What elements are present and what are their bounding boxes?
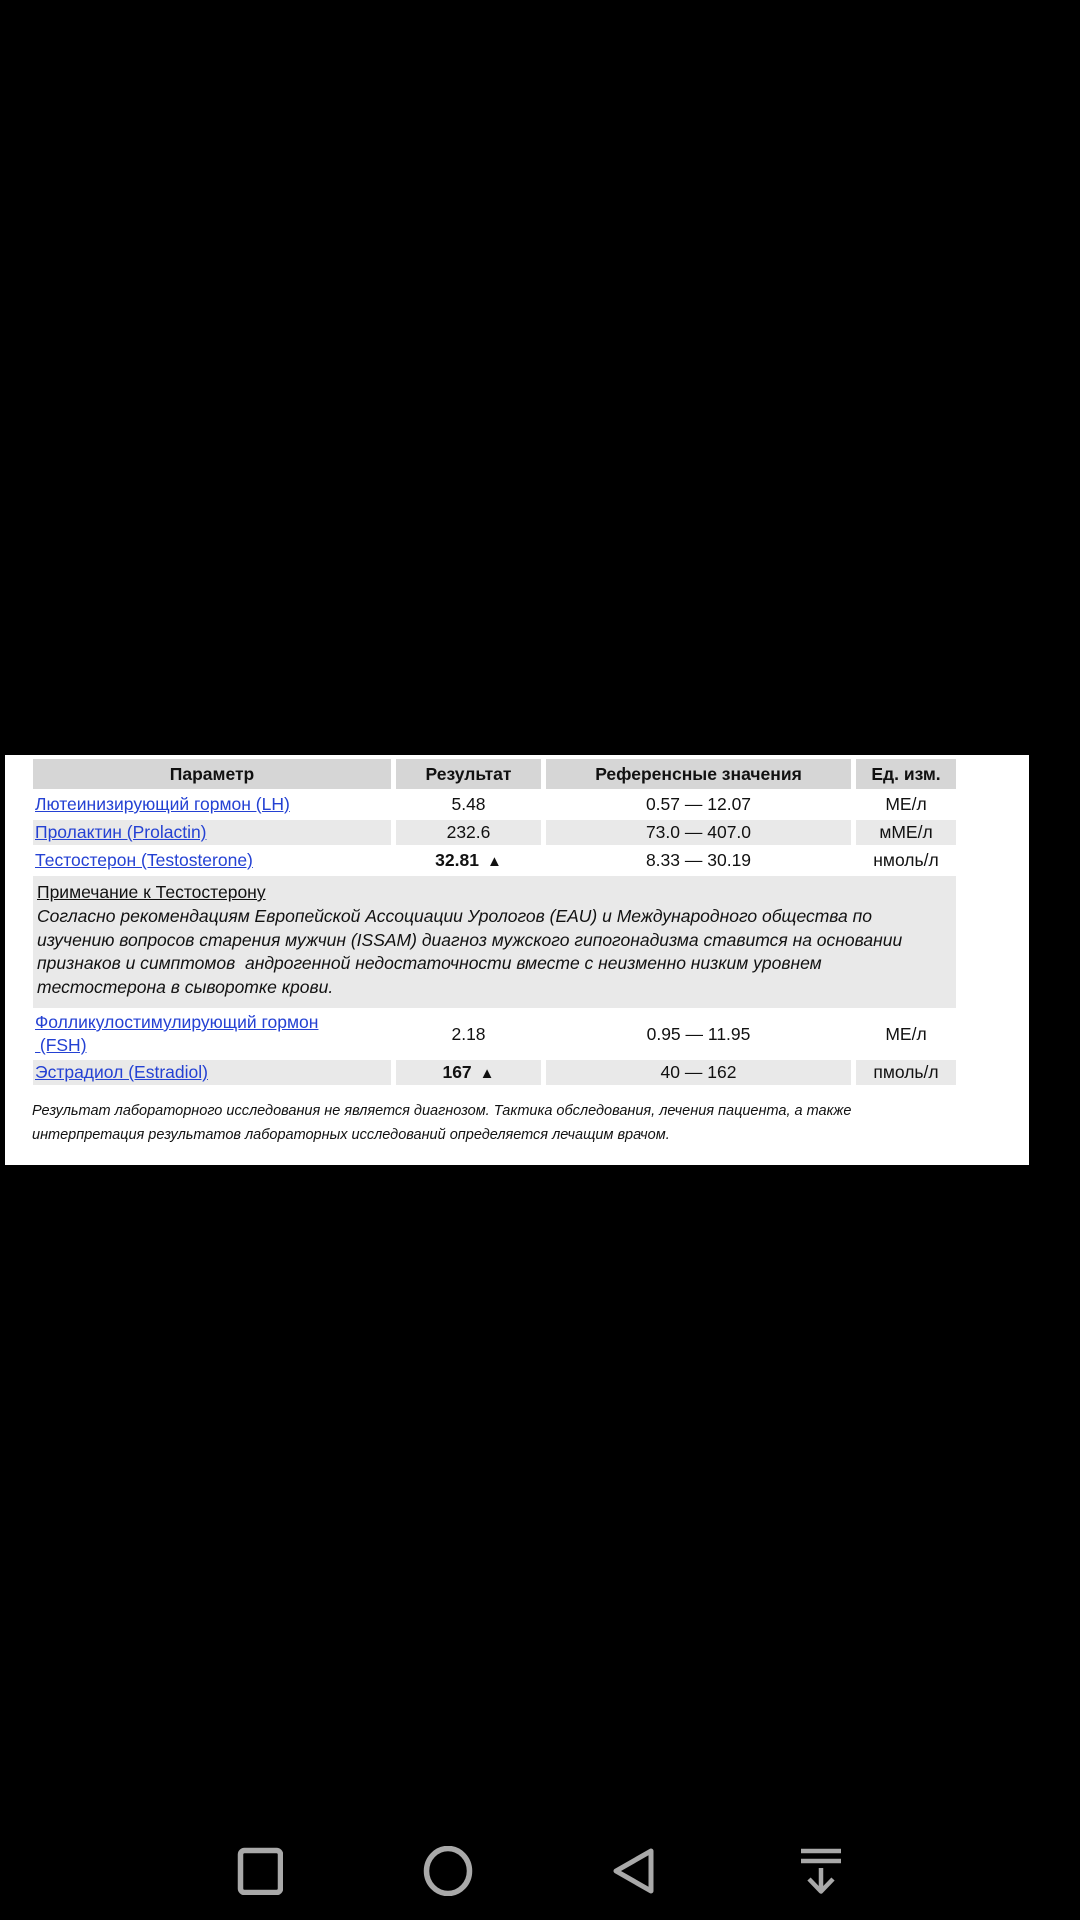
- disclaimer-line: интерпретация результатов лабораторных исследований определяется лечащим врачом.: [32, 1127, 670, 1143]
- column-header-reference-range: Референсные значения: [546, 759, 851, 789]
- unit-value: МЕ/л: [856, 792, 956, 817]
- table-row-estradiol: [33, 1060, 956, 1085]
- parameter-link-estradiol[interactable]: Эстрадиол (Estradiol): [35, 1062, 208, 1082]
- unit-value: пмоль/л: [856, 1060, 956, 1085]
- result-value: 2.18: [396, 1011, 541, 1057]
- column-header-parameter: Параметр: [33, 759, 391, 789]
- parameter-link-prolactin[interactable]: Пролактин (Prolactin): [35, 822, 207, 842]
- unit-value: мМЕ/л: [856, 820, 956, 845]
- recents-button[interactable]: [237, 1847, 283, 1895]
- result-value: 5.48: [396, 792, 541, 817]
- column-header-units: Ед. изм.: [856, 759, 956, 789]
- disclaimer-line: Результат лабораторного исследования не является диагнозом. Тактика обследования, лечения пациента, а также: [32, 1103, 852, 1119]
- note-text-line: Согласно рекомендациям Европейской Ассоциации Урологов (EAU) и Международного общества по: [37, 906, 873, 926]
- note-row: [33, 876, 956, 1008]
- table-row-prolactin: [33, 820, 956, 845]
- parameter-link-testosterone[interactable]: Тестостерон (Testosterone): [35, 850, 253, 870]
- result-value: 32.81 ▲: [396, 848, 541, 873]
- reference-range: 0.95 — 11.95: [546, 1011, 851, 1057]
- collapse-navbar-button[interactable]: [799, 1845, 843, 1897]
- disclaimer: [32, 1099, 1029, 1147]
- unit-value: МЕ/л: [856, 1011, 956, 1057]
- recents-square-icon: [237, 1847, 283, 1895]
- note-text-line: тестостерона в сыворотке крови.: [37, 976, 334, 997]
- reference-range: 0.57 — 12.07: [546, 792, 851, 817]
- reference-range: 8.33 — 30.19: [546, 848, 851, 873]
- table-row-testosterone: [33, 848, 956, 873]
- reference-range: 40 — 162: [546, 1060, 851, 1085]
- note-text-line: признаков и симптомов андрогенной недостаточности вместе с неизменно низким уровнем: [37, 953, 822, 973]
- lab-report-page: [5, 755, 1029, 1165]
- lab-results-table: [28, 756, 961, 1088]
- high-value-indicator-icon: ▲: [486, 853, 502, 870]
- home-button[interactable]: [423, 1846, 473, 1896]
- back-button[interactable]: [608, 1845, 656, 1897]
- parameter-link-fsh[interactable]: Фолликулостимулирующий гормон (FSH): [35, 1012, 319, 1055]
- table-row-fsh: [33, 1011, 956, 1057]
- table-row-lh: [33, 792, 956, 817]
- high-value-indicator-icon: ▲: [479, 1065, 495, 1082]
- note-text-line: изучению вопросов старения мужчин (ISSAM) диагноз мужского гипогонадизма ставится на основании: [37, 929, 903, 950]
- home-circle-icon: [423, 1846, 473, 1896]
- result-value: 167 ▲: [396, 1060, 541, 1085]
- reference-range: 73.0 — 407.0: [546, 820, 851, 845]
- unit-value: нмоль/л: [856, 848, 956, 873]
- back-triangle-icon: [608, 1845, 656, 1897]
- table-header-row: [33, 759, 956, 789]
- result-value: 232.6: [396, 820, 541, 845]
- note-title: Примечание к Тестостерону: [37, 882, 266, 902]
- parameter-link-lh[interactable]: Лютеинизирующий гормон (LH): [35, 794, 290, 814]
- collapse-down-arrow-icon: [799, 1845, 843, 1897]
- column-header-result: Результат: [396, 759, 541, 789]
